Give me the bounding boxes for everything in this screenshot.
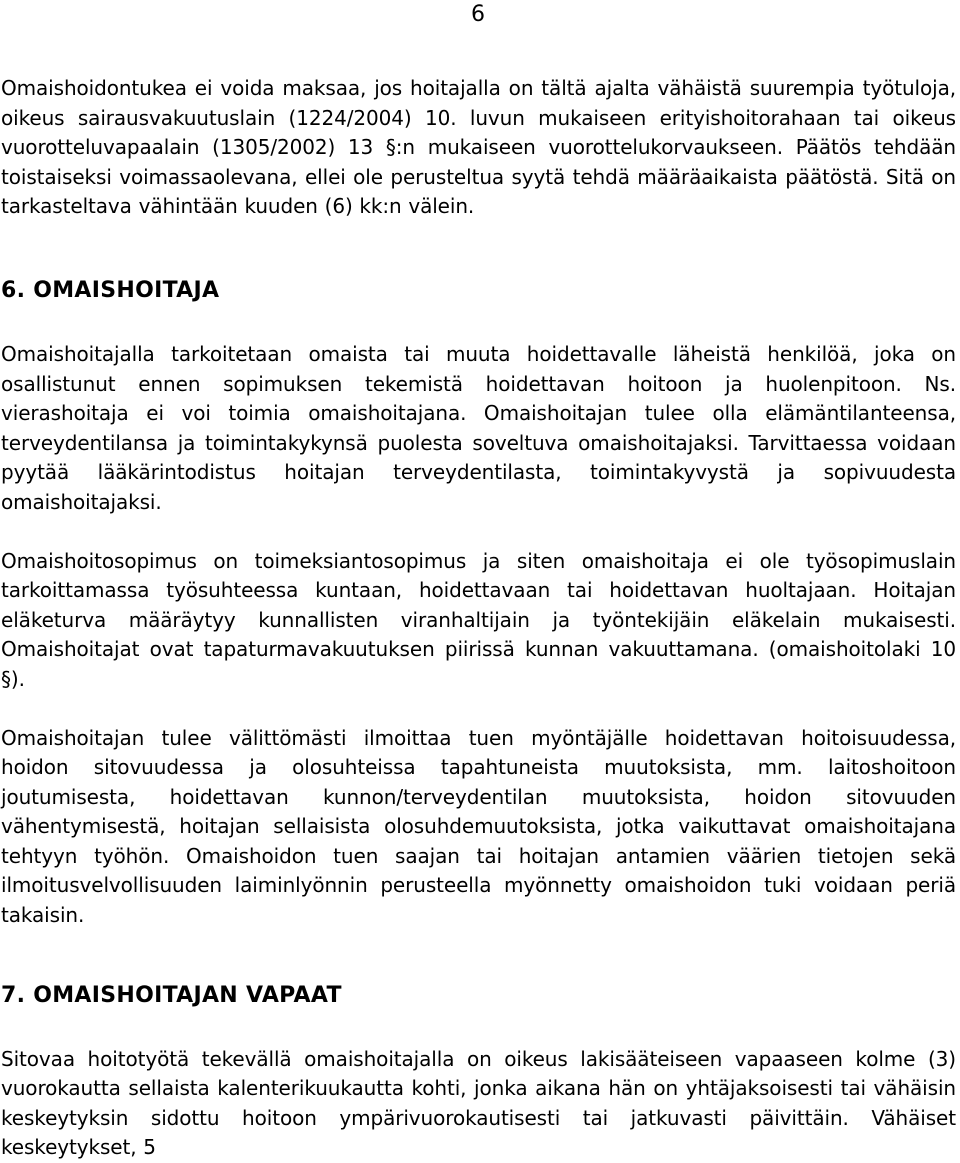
page-number: 6: [471, 2, 485, 27]
document-body: [1, 74, 956, 1163]
paragraph-support-payment-restrictions: Omaishoidontukea ei voida maksaa, jos hoitajalla on tältä ajalta vähäistä suurempia työtuloja, oikeus sairausvakuutuslain (1224/2004) 10. luvun mukaiseen erityishoitorahaan tai oikeus vuorotteluvapaalain (1305/2002) 13 §:n mukaiseen vuorottelukorvaukseen. Päätös tehdään toistaiseksi voimassaolevana, ellei ole perusteltua syytä tehdä määräaikaista päätöstä. Sitä on tarkasteltava vähintään kuuden (6) kk:n välein.: [1, 76, 956, 219]
paragraph-caregiver-definition: Omaishoitajalla tarkoitetaan omaista tai muuta hoidettavalle läheistä henkilöä, joka on osallistunut ennen sopimuksen tekemistä hoidettavan hoitoon ja huolenpitoon. Ns. vierashoitaja ei voi toimia omaishoitajana. Omaishoitajan tulee olla elämäntilanteensa, terveydentilansa ja toimintakykynsä puolesta soveltuva omaishoitajaksi. Tarvittaessa voidaan pyytää lääkärintodistus hoitajan terveydentilasta, toimintakyvystä ja sopivuudesta omaishoitajaksi.: [1, 341, 956, 514]
paragraph-caregiver-leave: Sitovaa hoitotyötä tekevällä omaishoitajalla on oikeus lakisääteiseen vapaaseen kolme (3) vuorokautta sellaista kalenterikuukautta kohti, jonka aikana hän on yhtäjaksoisesti tai vähäisin keskeytyksin sidottu hoitoon ympärivuorokautisesti tai jatkuvasti päivittäin. Vähäiset keskeytykset, 5: [1, 1046, 956, 1160]
section-heading-omaishoitaja: 6. OMAISHOITAJA: [1, 277, 220, 303]
paragraph-care-agreement: Omaishoitosopimus on toimeksiantosopimus ja siten omaishoitaja ei ole työsopimuslain tarkoittamassa työsuhteessa kuntaan, hoidettavaan tai hoidettavan huoltajaan. Hoitajan eläketurva määräytyy kunnallisten viranhaltijain ja työntekijäin eläkelain mukaisesti. Omaishoitajat ovat tapaturmavakuutuksen piirissä kunnan vakuuttamana. (omaishoitolaki 10 §).: [1, 548, 956, 691]
paragraph-notification-duty: Omaishoitajan tulee välittömästi ilmoittaa tuen myöntäjälle hoidettavan hoitoisuudessa, hoidon sitovuudessa ja olosuhteissa tapahtuneista muutoksista, mm. laitoshoitoon joutumisesta, hoidettavan kunnon/terveydentilan muutoksista, hoidon sitovuuden vähentymisestä, hoitajan sellaisista olosuhdemuutoksista, jotka vaikuttavat omaishoitajana tehtyyn työhön. Omaishoidon tuen saajan tai hoitajan antamien väärien tietojen sekä ilmoitusvelvollisuuden laiminlyönnin perusteella myönnetty omaishoidon tuki voidaan periä takaisin.: [1, 725, 956, 928]
section-heading-omaishoitajan-vapaat: 7. OMAISHOITAJAN VAPAAT: [1, 982, 342, 1008]
